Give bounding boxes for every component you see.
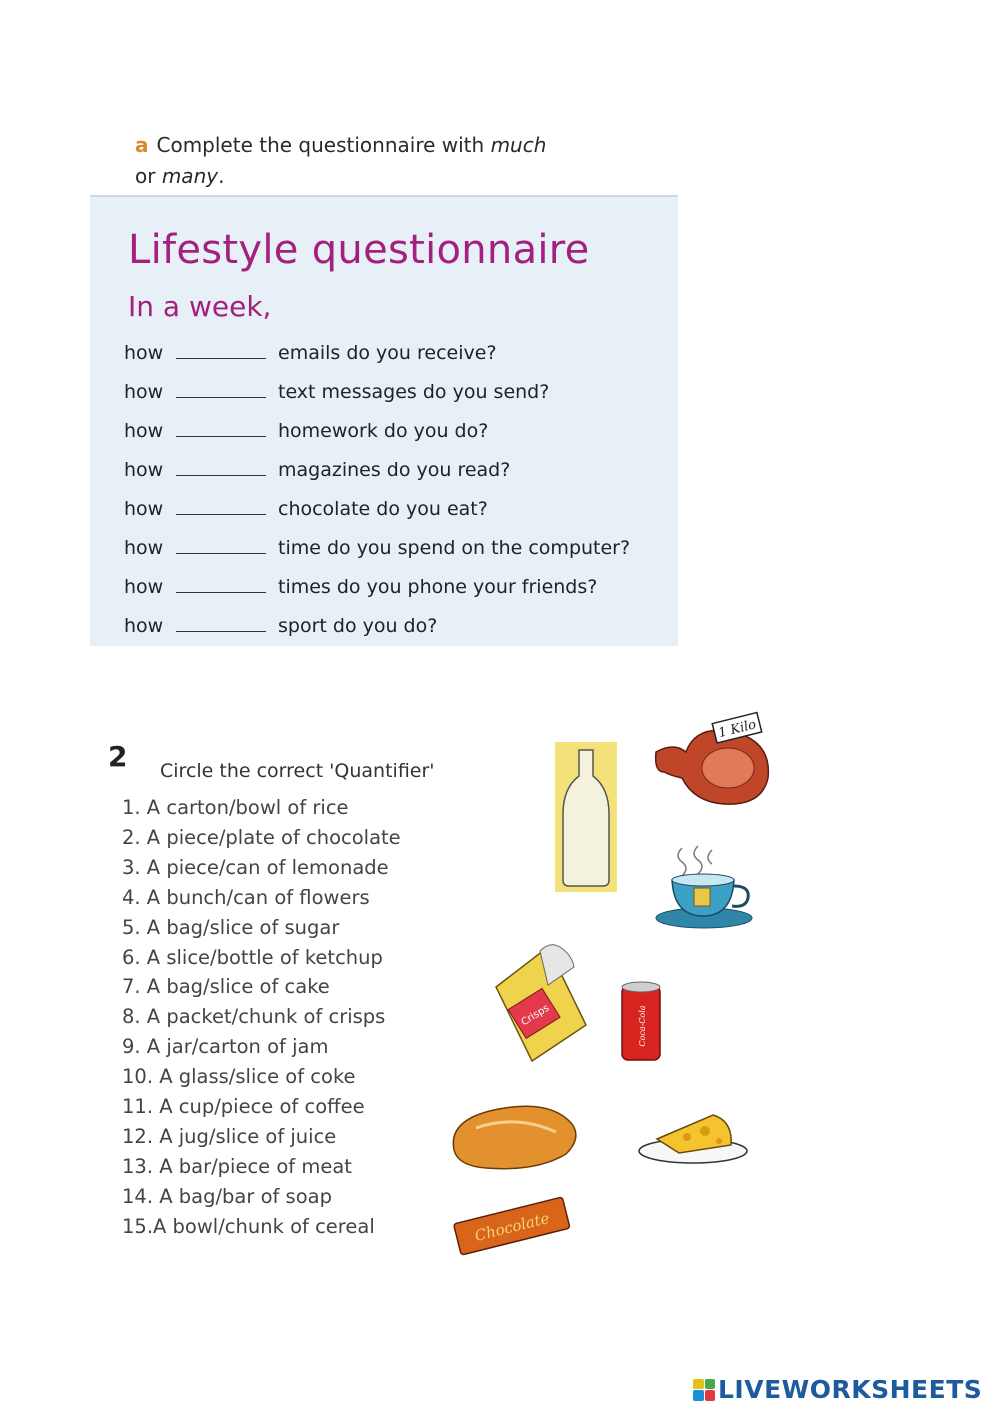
how-word: how [124, 576, 164, 598]
can-label: Coca-Cola [638, 1005, 647, 1047]
question-row [124, 420, 488, 442]
answer-blank[interactable] [176, 420, 266, 437]
list-item[interactable]: 4. A bunch/can of flowers [122, 885, 370, 909]
questionnaire-box [90, 195, 678, 646]
list-item[interactable]: 3. A piece/can of lemonade [122, 855, 389, 879]
list-item[interactable]: 5. A bag/slice of sugar [122, 915, 340, 939]
answer-blank[interactable] [176, 537, 266, 554]
answer-blank[interactable] [176, 576, 266, 593]
how-word: how [124, 498, 164, 520]
how-word: how [124, 537, 164, 559]
cup-handle [732, 886, 748, 906]
crisps-packet-illustration [490, 935, 590, 1065]
logo-badge-icon [693, 1379, 715, 1401]
question-text: times do you phone your friends? [278, 576, 598, 598]
answer-blank[interactable] [176, 459, 266, 476]
answer-blank[interactable] [176, 498, 266, 515]
chocolate-bar-illustration [448, 1192, 576, 1262]
list-item[interactable]: 14. A bag/bar of soap [122, 1184, 332, 1208]
list-item[interactable]: 2. A piece/plate of chocolate [122, 825, 401, 849]
question-row [124, 342, 497, 364]
answer-blank[interactable] [176, 381, 266, 398]
how-word: how [124, 615, 164, 637]
list-item[interactable]: 15.A bowl/chunk of cereal [122, 1214, 375, 1238]
soda-can-illustration [618, 978, 664, 1066]
how-word: how [124, 420, 164, 442]
instruction-end: . [218, 164, 225, 188]
cup-rim [672, 874, 734, 886]
question-text: time do you spend on the computer? [278, 537, 631, 559]
list-item[interactable]: 8. A packet/chunk of crisps [122, 1005, 386, 1029]
cheese-hole [683, 1133, 691, 1141]
how-word: how [124, 459, 164, 481]
question-text: magazines do you read? [278, 459, 511, 481]
packet-label-text: Crisps [519, 1002, 552, 1029]
how-word: how [124, 342, 164, 364]
list-item[interactable]: 13. A bar/piece of meat [122, 1154, 352, 1178]
tea-bag-tag [694, 888, 710, 906]
steam-lines [678, 846, 712, 876]
instruction-a: a Complete the questionnaire with much or many. [135, 133, 547, 188]
bread-loaf [453, 1106, 576, 1169]
answer-blank[interactable] [176, 342, 266, 359]
question-text: sport do you do? [278, 615, 438, 637]
liveworksheets-logo [693, 1375, 982, 1404]
list-item[interactable]: 10. A glass/slice of coke [122, 1065, 356, 1089]
questionnaire-subtitle: In a week, [128, 290, 272, 323]
cheese-illustration [635, 1105, 750, 1167]
question-text: emails do you receive? [278, 342, 497, 364]
ham-illustration [652, 710, 780, 806]
question-row [124, 537, 630, 559]
section-number-2: 2 [108, 740, 128, 773]
bread-illustration [446, 1098, 580, 1174]
list-item[interactable]: 12. A jug/slice of juice [122, 1124, 337, 1148]
question-text: text messages do you send? [278, 381, 550, 403]
question-row [124, 381, 549, 403]
question-text: homework do you do? [278, 420, 489, 442]
question-row [124, 459, 510, 481]
logo-text: LIVEWORKSHEETS [718, 1375, 983, 1404]
list-item[interactable]: 7. A bag/slice of cake [122, 975, 330, 999]
bottle-illustration [555, 742, 617, 892]
bar-label: Chocolate [472, 1209, 552, 1245]
ham-tag-label: 1 Kilo [716, 717, 758, 742]
question-row [124, 576, 597, 598]
questionnaire-title: Lifestyle questionnaire [128, 227, 590, 273]
list-item[interactable]: 1. A carton/bowl of rice [122, 796, 349, 819]
instruction-many: many [161, 164, 219, 188]
list-item[interactable]: 9. A jar/carton of jam [122, 1035, 329, 1059]
question-row [124, 498, 488, 520]
ham-cut [702, 748, 754, 788]
question-text: chocolate do you eat? [278, 498, 488, 520]
instruction-much: much [490, 133, 547, 157]
instruction-text: Complete the questionnaire with [156, 133, 491, 157]
answer-blank[interactable] [176, 615, 266, 632]
cheese-hole [716, 1138, 722, 1144]
how-word: how [124, 381, 164, 403]
quantifier-list [122, 793, 401, 1242]
list-item[interactable]: 11. A cup/piece of coffee [122, 1095, 365, 1119]
cheese-hole [700, 1126, 710, 1136]
instruction-2: Circle the correct 'Quantifier' [160, 760, 435, 782]
section-letter-a: a [135, 133, 149, 157]
question-row [124, 615, 437, 637]
can-top [622, 982, 660, 992]
list-item[interactable]: 6. A slice/bottle of ketchup [122, 945, 383, 969]
tea-cup-illustration [652, 842, 756, 932]
